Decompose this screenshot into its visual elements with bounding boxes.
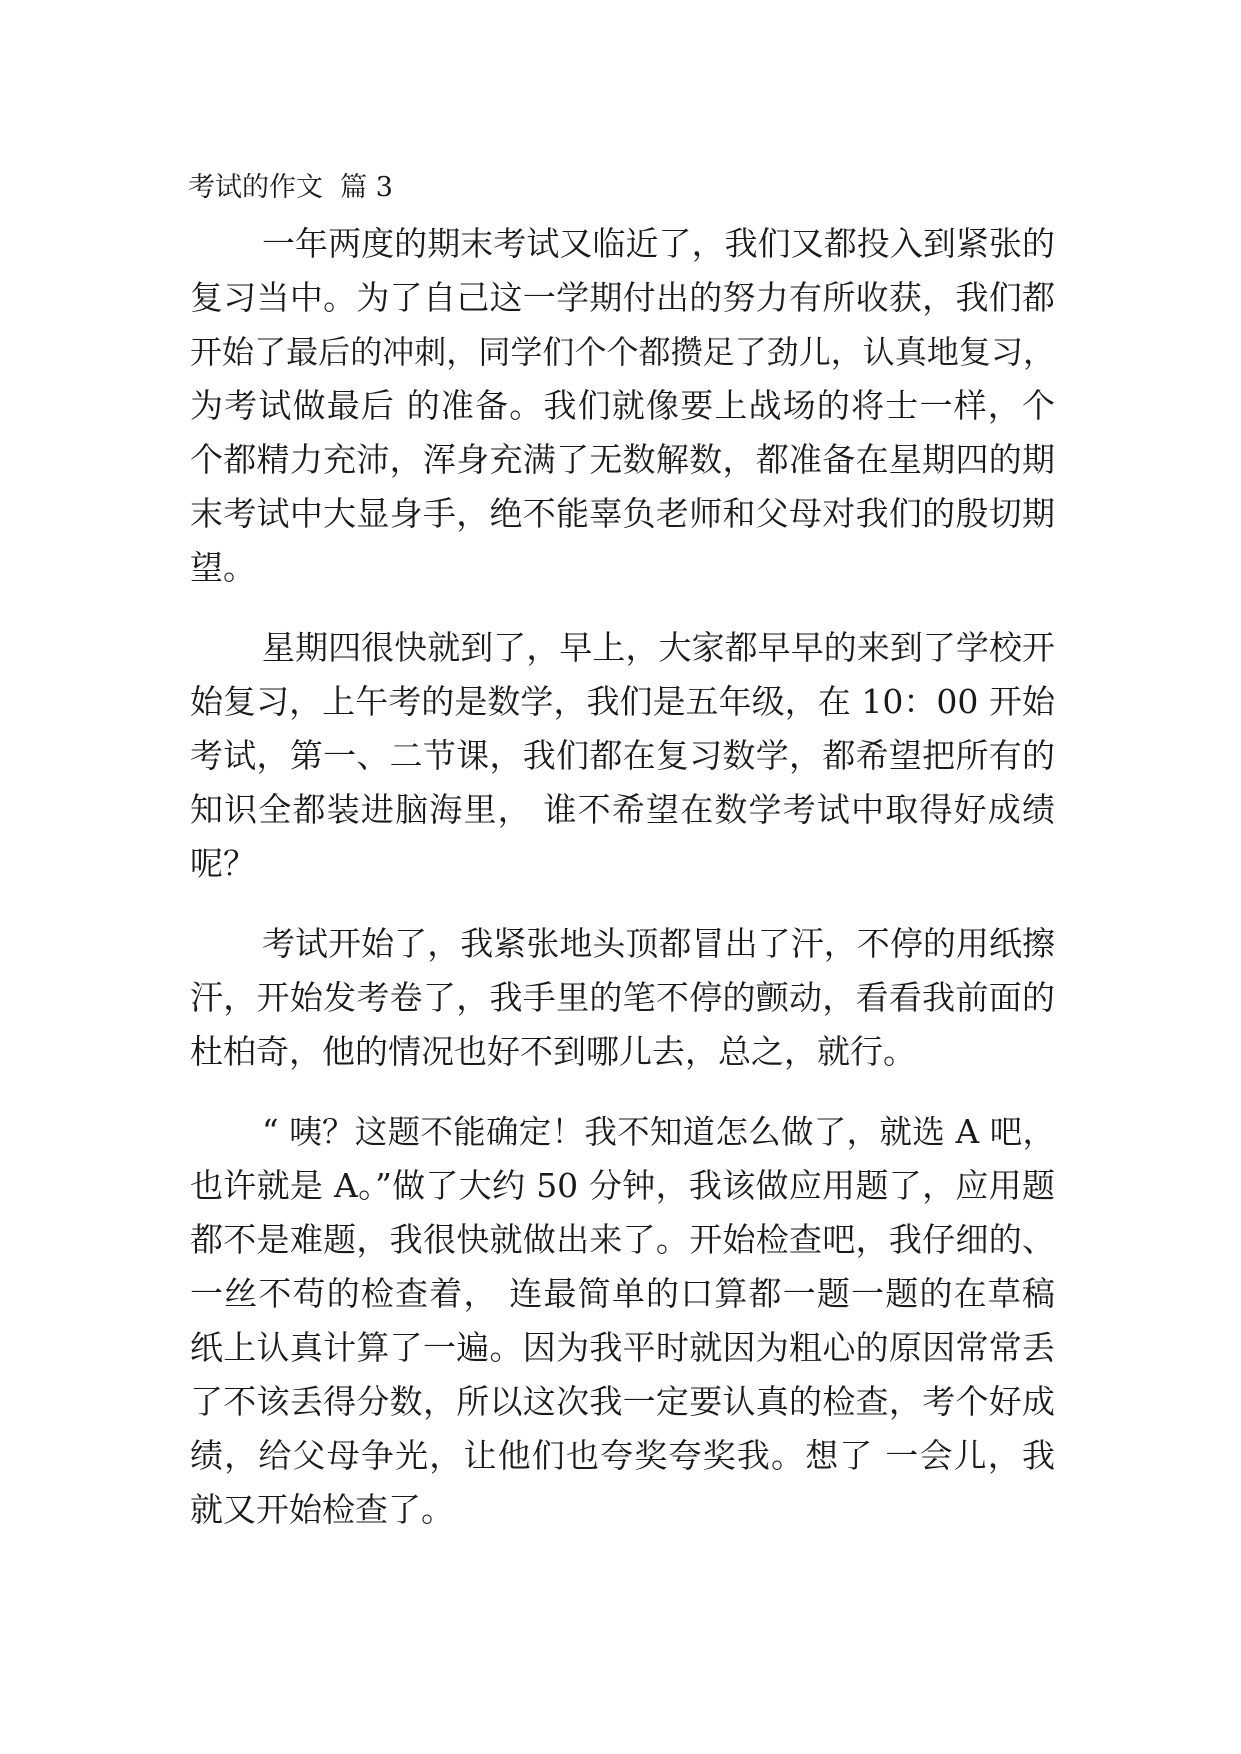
text-line: 了不该丢得分数，所以这次我一定要认真的检查，考个好成	[190, 1382, 1055, 1421]
text-line: 为考试做最后 的准备。我们就像要上战场的将士一样，个	[190, 386, 1055, 425]
text-line: 复习当中。为了自己这一学期付出的努力有所收获，我们都	[190, 278, 1055, 317]
text-line: 呢？	[190, 844, 256, 883]
text-line: 星期四很快就到了，早上，大家都早早的来到了学校开	[262, 628, 1055, 667]
text-line: 知识全都装进脑海里， 谁不希望在数学考试中取得好成绩	[190, 790, 1055, 829]
text-line: “ 咦？这题不能确定！我不知道怎么做了，就选 A 吧，	[262, 1113, 1055, 1151]
text-line: 开始了最后的冲刺，同学们个个都攒足了劲儿，认真地复习，	[190, 333, 1055, 371]
text-line: 杜柏奇，他的情况也好不到哪儿去，总之，就行。	[190, 1032, 916, 1071]
text-line: 绩，给父母争光，让他们也夸奖夸奖我。想了 一会儿，我	[190, 1436, 1055, 1475]
text-line: 一年两度的期末考试又临近了，我们又都投入到紧张的	[262, 224, 1055, 263]
text-line: 纸上认真计算了一遍。因为我平时就因为粗心的原因常常丢	[190, 1328, 1055, 1367]
document-title: 考试的作文 篇 3	[188, 172, 393, 203]
text-line: 考试开始了，我紧张地头顶都冒出了汗，不停的用纸擦	[262, 924, 1055, 963]
text-line: 就又开始检查了。	[190, 1490, 454, 1529]
text-line: 望。	[190, 548, 256, 587]
text-line: 始复习，上午考的是数学，我们是五年级，在 10：00 开始	[190, 682, 1055, 721]
text-line: 汗，开始发考卷了，我手里的笔不停的颤动，看看我前面的	[190, 978, 1055, 1017]
text-line: 都不是难题，我很快就做出来了。开始检查吧，我仔细的、	[190, 1220, 1055, 1259]
text-line: 末考试中大显身手，绝不能辜负老师和父母对我们的殷切期	[190, 494, 1055, 533]
text-line: 考试，第一、二节课，我们都在复习数学，都希望把所有的	[190, 736, 1055, 775]
text-line: 也许就是 A。”做了大约 50 分钟，我该做应用题了，应用题	[190, 1166, 1055, 1205]
text-line: 个都精力充沛，浑身充满了无数解数，都准备在星期四的期	[190, 440, 1055, 479]
text-line: 一丝不苟的检查着， 连最简单的口算都一题一题的在草稿	[190, 1274, 1055, 1313]
